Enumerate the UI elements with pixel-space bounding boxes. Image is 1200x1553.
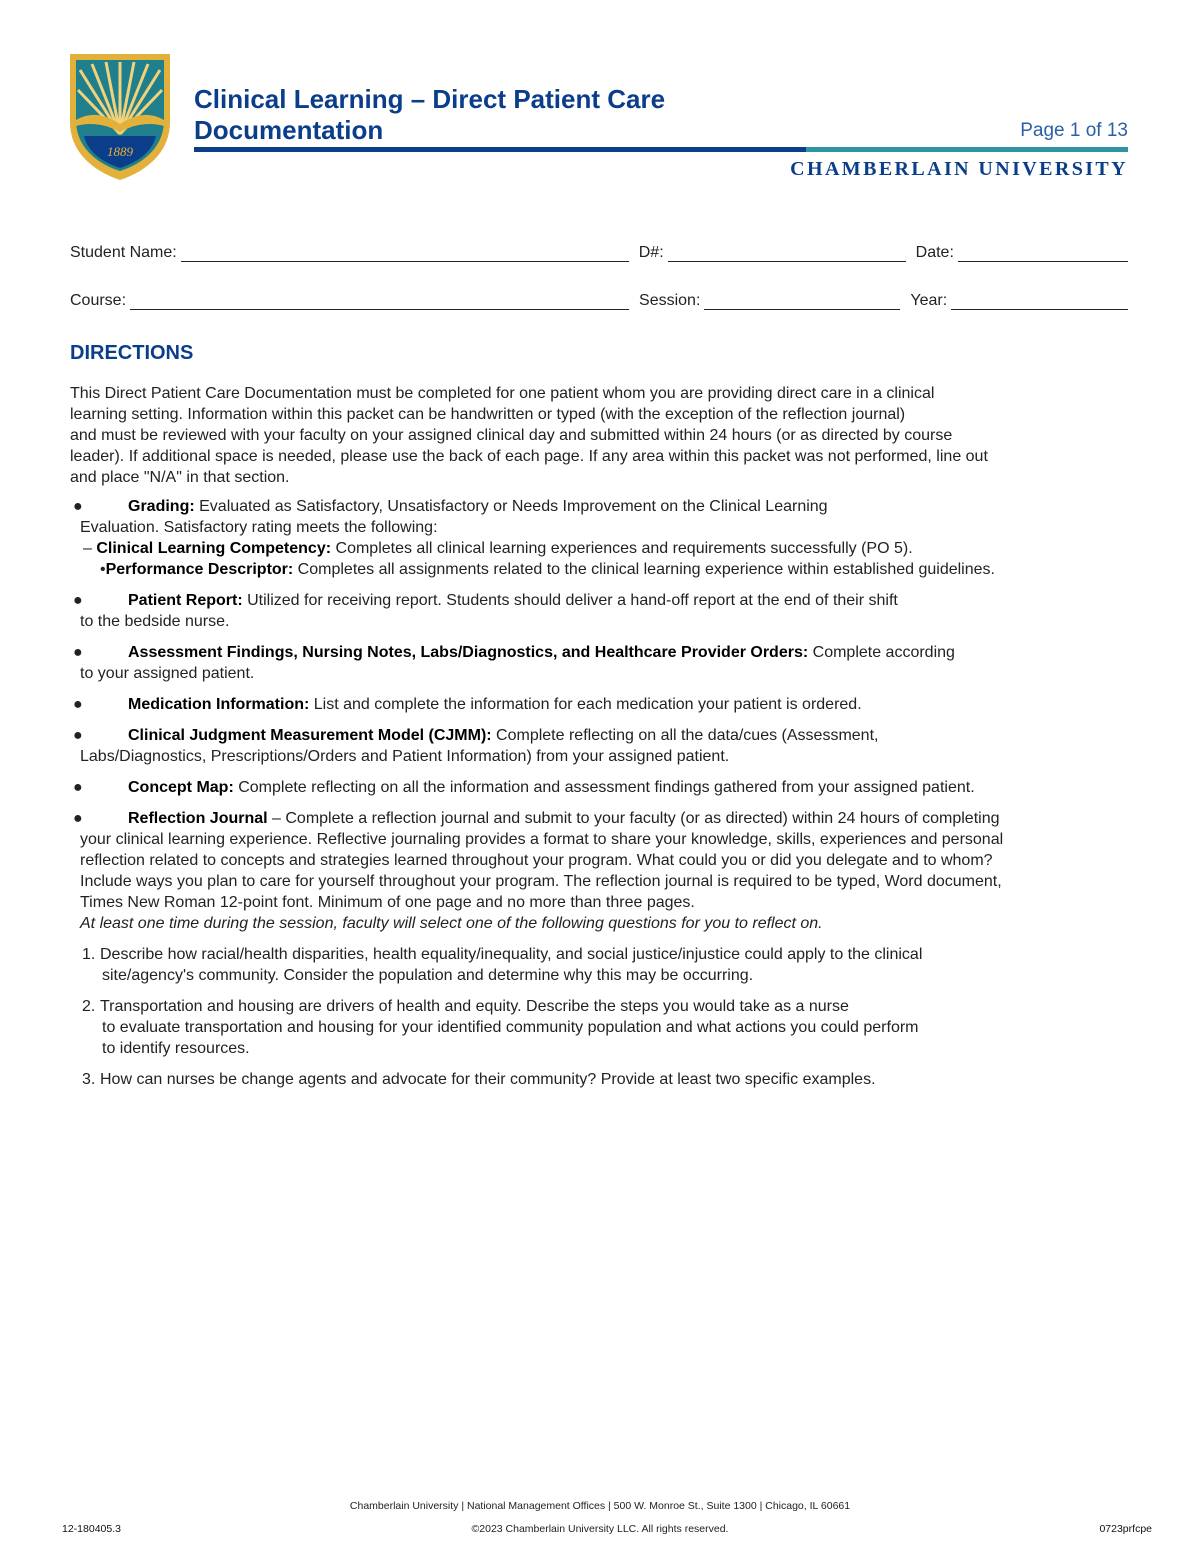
reflection-text: – Complete a reflection journal and submit to your faculty (or as directed) within 24 hours of completing (267, 810, 1000, 827)
bullet-patient-report (70, 590, 1120, 611)
directions-heading: DIRECTIONS (70, 342, 194, 364)
logo-year: 1889 (107, 144, 133, 159)
session-field[interactable] (704, 293, 900, 310)
bullet-icon: ● (73, 779, 83, 796)
patient-report-bold: Patient Report: (128, 592, 243, 609)
question-3 (70, 1069, 1120, 1090)
directions-intro (70, 383, 1090, 488)
question-line: site/agency's community. Consider the population and determine why this may be occurring. (102, 967, 754, 984)
header-rule (194, 147, 1128, 152)
dash-marker: – (83, 540, 97, 557)
question-line: to evaluate transportation and housing for your identified community population and what actions you could perform (102, 1019, 919, 1036)
cjmm-text: Complete reflecting on all the data/cues (Assessment, (491, 727, 879, 744)
cjmm-bold: Clinical Judgment Measurement Model (CJMM): (128, 727, 492, 744)
reflection-line: your clinical learning experience. Reflective journaling provides a format to share your knowledge, skills, experiences and personal (80, 831, 1004, 848)
intro-line: and place "N/A" in that section. (70, 469, 290, 486)
document-title (194, 84, 665, 146)
question-number: 1. (82, 946, 96, 963)
year-label: Year: (910, 292, 948, 309)
bullet-icon: ● (73, 644, 83, 661)
question-line: Describe how racial/health disparities, health equality/inequality, and social justice/injustice could apply to the clinical (100, 946, 923, 963)
question-2 (70, 996, 1120, 1059)
course-label: Course: (70, 292, 127, 309)
date-label: Date: (915, 244, 954, 261)
bullet-icon: ● (73, 810, 83, 827)
field-row-2 (70, 292, 1128, 310)
reflection-line: Include ways you plan to care for yourself throughout your program. The reflection journal is required to be typed, Word document, (80, 873, 1002, 890)
sub-bullet-marker: • (100, 561, 106, 578)
reflection-line: Times New Roman 12-point font. Minimum of one page and no more than three pages. (80, 894, 695, 911)
footer-copyright: ©2023 Chamberlain University LLC. All rights reserved. (471, 1523, 729, 1535)
assessment-text-2: to your assigned patient. (80, 665, 255, 682)
student-name-label: Student Name: (70, 244, 177, 261)
year-field[interactable] (951, 293, 1128, 310)
intro-line: learning setting. Information within this packet can be handwritten or typed (with the exception of the reflection journal) (70, 406, 906, 423)
directions-body (70, 383, 1120, 1090)
bullet-icon: ● (73, 696, 83, 713)
cjmm-text-2: Labs/Diagnostics, Prescriptions/Orders and Patient Information) from your assigned patient. (80, 748, 730, 765)
concept-map-text: Complete reflecting on all the information and assessment findings gathered from your assigned patient. (233, 779, 975, 796)
concept-map-bold: Concept Map: (128, 779, 234, 796)
question-line: to identify resources. (102, 1040, 250, 1057)
performance-bold: Performance Descriptor: (105, 561, 294, 578)
grading-sub-performance (70, 559, 1120, 580)
field-row-1 (70, 244, 1128, 262)
student-name-field[interactable] (181, 245, 629, 262)
grading-text: Evaluated as Satisfactory, Unsatisfactory or Needs Improvement on the Clinical Learning (194, 498, 828, 515)
competency-bold: Clinical Learning Competency: (96, 540, 332, 557)
grading-bold: Grading: (128, 498, 195, 515)
reflection-bold: Reflection Journal (128, 810, 268, 827)
intro-line: leader). If additional space is needed, please use the back of each page. If any area within this packet was not performed, line out (70, 448, 988, 465)
question-number: 3. (82, 1071, 96, 1088)
university-name: CHAMBERLAIN UNIVERSITY (790, 158, 1128, 180)
page-number: Page 1 of 13 (1020, 120, 1128, 141)
bullet-cjmm (70, 725, 1120, 746)
title-line-2: Documentation (194, 115, 384, 145)
title-line-1: Clinical Learning – Direct Patient Care (194, 84, 666, 114)
grading-text-2: Evaluation. Satisfactory rating meets the following: (80, 519, 438, 536)
bullet-icon: ● (73, 592, 83, 609)
d-number-field[interactable] (668, 245, 906, 262)
footer-address: Chamberlain University | National Management Offices | 500 W. Monroe St., Suite 1300 | Chicago, IL 60661 (349, 1500, 851, 1512)
performance-text: Completes all assignments related to the clinical learning experience within established guidelines. (293, 561, 995, 578)
course-field[interactable] (130, 293, 629, 310)
bullet-grading (70, 496, 1120, 517)
patient-report-text: Utilized for receiving report. Students should deliver a hand-off report at the end of their shift (242, 592, 898, 609)
intro-line: and must be reviewed with your faculty on your assigned clinical day and submitted within 24 hours (or as directed by course (70, 427, 953, 444)
patient-report-text-2: to the bedside nurse. (80, 613, 230, 630)
bullet-assessment (70, 642, 1120, 663)
university-crest-logo (66, 50, 174, 182)
reflection-line: reflection related to concepts and strategies learned throughout your program. What could you or did you delegate and to whom? (80, 852, 993, 869)
footer-revision-code: 0723prfcpe (1099, 1523, 1152, 1535)
bullet-icon: ● (73, 498, 83, 515)
d-number-label: D#: (638, 244, 664, 261)
assessment-bold: Assessment Findings, Nursing Notes, Labs/Diagnostics, and Healthcare Provider Orders: (128, 644, 809, 661)
question-1 (70, 944, 1120, 986)
reflection-question-note: At least one time during the session, faculty will select one of the following questions for you to reflect on. (80, 915, 823, 932)
medication-text: List and complete the information for each medication your patient is ordered. (309, 696, 862, 713)
question-line: How can nurses be change agents and advocate for their community? Provide at least two specific examples. (100, 1071, 876, 1088)
bullet-medication (70, 694, 1120, 715)
competency-text: Completes all clinical learning experiences and requirements successfully (PO 5). (331, 540, 913, 557)
question-line: Transportation and housing are drivers of health and equity. Describe the steps you would take as a nurse (100, 998, 849, 1015)
intro-line: This Direct Patient Care Documentation must be completed for one patient whom you are providing direct care in a clinical (70, 385, 935, 402)
date-field[interactable] (958, 245, 1128, 262)
medication-bold: Medication Information: (128, 696, 310, 713)
session-label: Session: (639, 292, 701, 309)
bullet-reflection (70, 808, 1120, 829)
bullet-icon: ● (73, 727, 83, 744)
assessment-text: Complete according (808, 644, 955, 661)
bullet-concept-map (70, 777, 1120, 798)
grading-sub-competency (70, 538, 1120, 559)
footer-doc-code: 12-180405.3 (62, 1523, 121, 1535)
question-number: 2. (82, 998, 96, 1015)
